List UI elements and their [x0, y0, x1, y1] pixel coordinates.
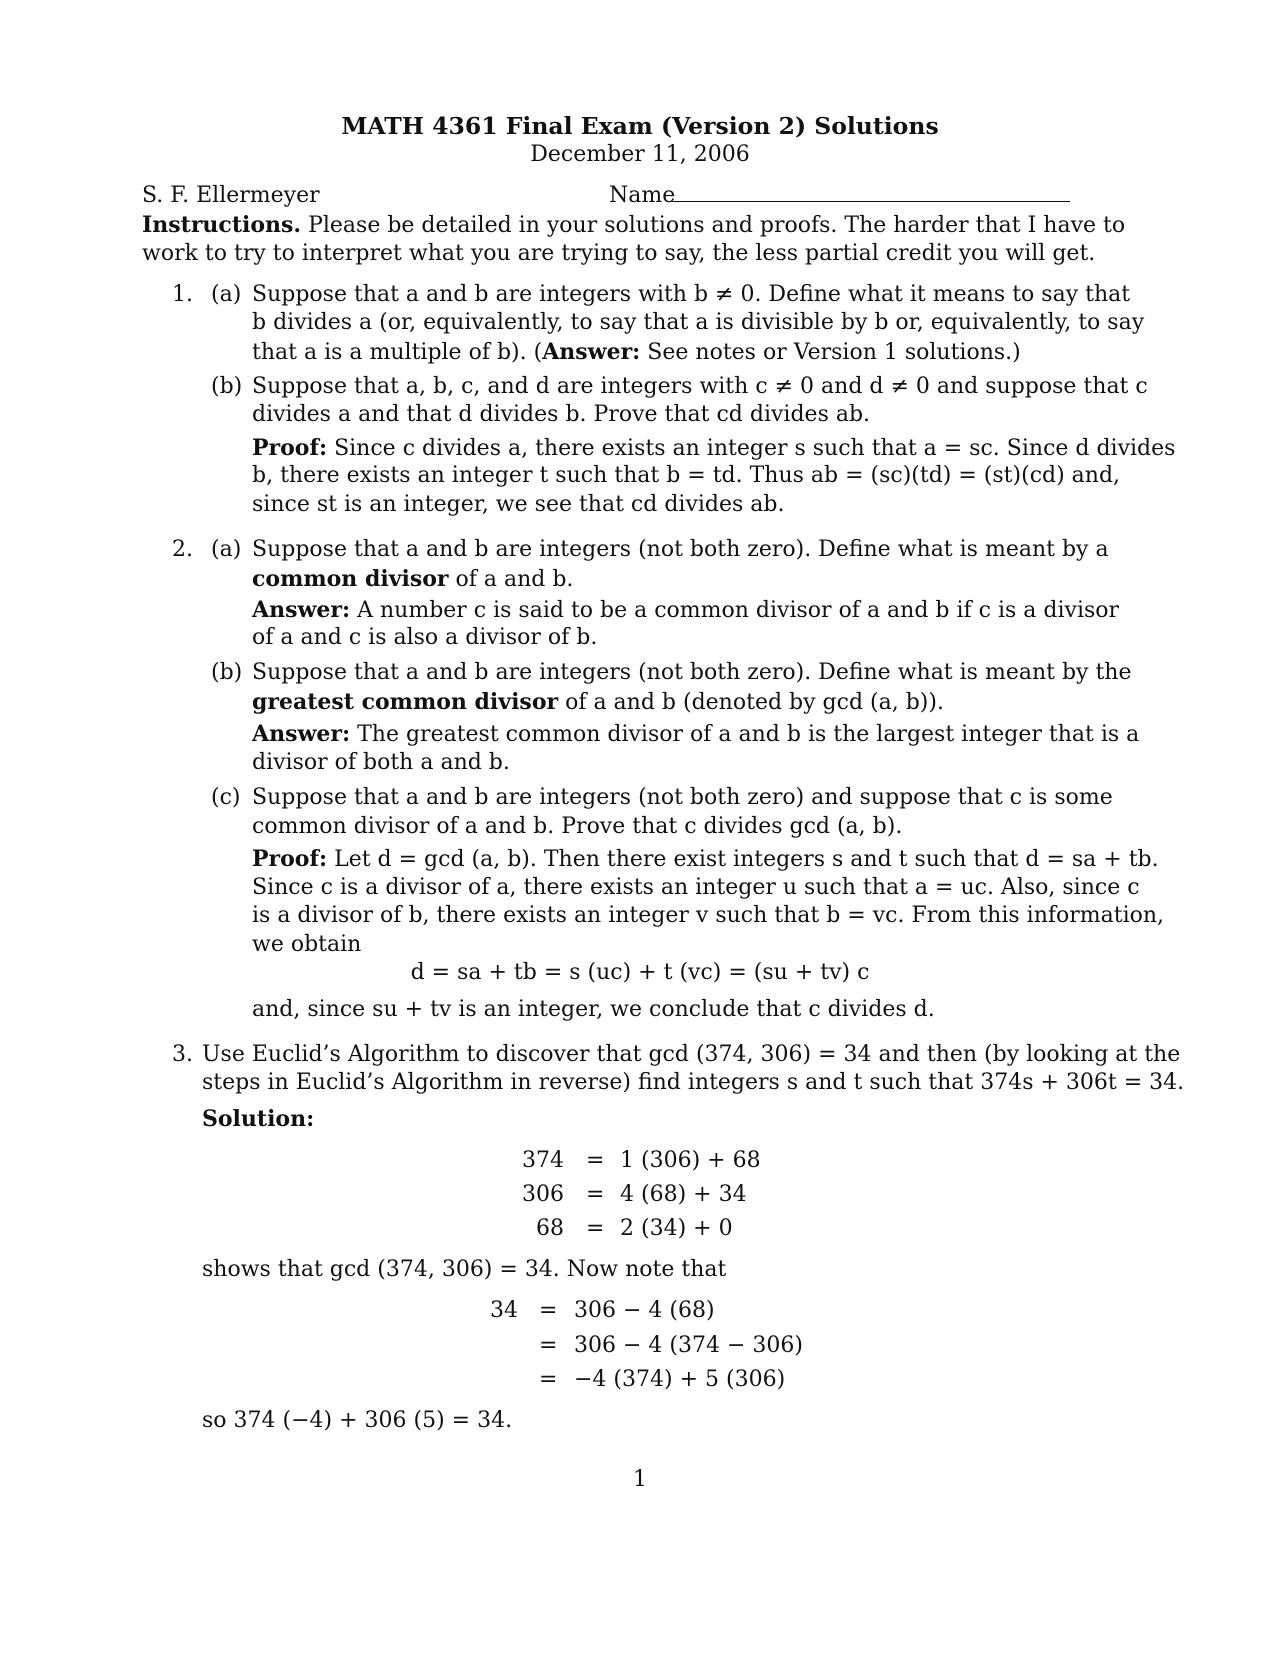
problem-2a-label: (a) [211, 537, 242, 562]
problem-2c-proof-label: Proof: [252, 846, 328, 872]
problem-3-line-2: steps in Euclid’s Algorithm in reverse) find integers s and t such that 374s + 306t = 34. [202, 1070, 1185, 1095]
problem-2b-answer-line-2: divisor of both a and b. [252, 750, 510, 775]
problem-2c-proof-line-4: we obtain [252, 932, 362, 957]
problem-2c-line-1: Suppose that a and b are integers (not both zero) and suppose that c is some [252, 785, 1113, 810]
problem-2a-line-1: Suppose that a and b are integers (not both zero). Define what is meant by a [252, 537, 1109, 562]
back-rel: = [539, 1367, 558, 1392]
page-number: 1 [633, 1467, 647, 1492]
problem-2a-answer-label: Answer: [252, 597, 351, 623]
back-rhs: 306 − 4 (374 − 306) [574, 1333, 803, 1358]
problem-3-number: 3. [172, 1042, 193, 1067]
problem-1b-proof-line-3: since st is an integer, we see that cd divides ab. [252, 492, 785, 517]
problem-2b-label: (b) [211, 660, 243, 685]
problem-1b-proof-text-1: Since c divides a, there exists an integer s such that a = sc. Since d divides [334, 436, 1176, 461]
euclid-rhs: 2 (34) + 0 [620, 1216, 733, 1241]
problem-1a-line-3 [252, 337, 1021, 368]
euclid-lhs: 306 [522, 1182, 564, 1207]
problem-1b-proof-label: Proof: [252, 435, 328, 461]
euclid-rhs: 1 (306) + 68 [620, 1148, 761, 1173]
problem-2c-proof-line-1 [252, 844, 1159, 875]
problem-2a-answer-line-2: of a and c is also a divisor of b. [252, 625, 598, 650]
problem-3-shows-line: shows that gcd (374, 306) = 34. Now note that [202, 1257, 727, 1282]
name-blank-line [671, 201, 1070, 202]
problem-2c-line-2: common divisor of a and b. Prove that c divides gcd (a, b). [252, 814, 903, 839]
euclid-rel: = [586, 1148, 605, 1173]
document-date: December 11, 2006 [530, 142, 750, 167]
problem-2b-answer-label: Answer: [252, 721, 351, 747]
problem-2b-answer-text-1: The greatest common divisor of a and b is the largest integer that is a [357, 722, 1140, 747]
problem-2b-line-2-rest: of a and b (denoted by gcd (a, b)). [558, 690, 944, 715]
back-rel: = [539, 1298, 558, 1323]
problem-1b-label: (b) [211, 374, 243, 399]
problem-3-solution-label: Solution: [202, 1106, 315, 1132]
problem-1a-label: (a) [211, 282, 242, 307]
problem-1a-line-3a: that a is a multiple of b). ( [252, 340, 543, 365]
document-title: MATH 4361 Final Exam (Version 2) Solutions [341, 112, 939, 140]
instructions-label: Instructions. [142, 212, 302, 238]
euclid-rhs: 4 (68) + 34 [620, 1182, 747, 1207]
euclid-rel: = [586, 1182, 605, 1207]
problem-1b-line-2: divides a and that d divides b. Prove that cd divides ab. [252, 402, 871, 427]
problem-1b-proof-line-2: b, there exists an integer t such that b = td. Thus ab = (sc)(td) = (st)(cd) and, [252, 463, 1121, 488]
problem-2a-answer-line-1 [252, 595, 1119, 626]
instructions-line-2: work to try to interpret what you are trying to say, the less partial credit you will get. [142, 241, 1096, 266]
problem-2c-conclusion: and, since su + tv is an integer, we conclude that c divides d. [252, 997, 935, 1022]
problem-1b-proof-line-1 [252, 433, 1175, 464]
problem-1a-line-2: b divides a (or, equivalently, to say that a is divisible by b or, equivalently, to say [252, 310, 1145, 335]
problem-2c-proof-text-1: Let d = gcd (a, b). Then there exist integers s and t such that d = sa + tb. [334, 847, 1159, 872]
problem-2c-proof-line-2: Since c is a divisor of a, there exists an integer u such that a = uc. Also, since c [252, 875, 1140, 900]
problem-2b-line-1: Suppose that a and b are integers (not both zero). Define what is meant by the [252, 660, 1132, 685]
euclid-lhs: 68 [536, 1216, 564, 1241]
problem-2-number: 2. [172, 537, 193, 562]
problem-2b-answer-line-1 [252, 719, 1139, 750]
problem-1a-line-1: Suppose that a and b are integers with b ≠ 0. Define what it means to say that [252, 282, 1131, 307]
back-rhs: 306 − 4 (68) [574, 1298, 715, 1323]
problem-1-number: 1. [172, 282, 193, 307]
instructions-line-1 [142, 210, 1125, 241]
problem-2a-line-2-rest: of a and b. [448, 567, 574, 592]
back-lhs: 34 [490, 1298, 518, 1323]
problem-3-conclusion: so 374 (−4) + 306 (5) = 34. [202, 1408, 513, 1433]
problem-2c-label: (c) [211, 785, 241, 810]
problem-2a-line-2 [252, 564, 573, 595]
back-rel: = [539, 1333, 558, 1358]
author: S. F. Ellermeyer [142, 183, 320, 208]
back-rhs: −4 (374) + 5 (306) [574, 1367, 786, 1392]
problem-1a-answer-label: Answer: [542, 339, 641, 365]
problem-1a-line-3b: See notes or Version 1 solutions.) [640, 340, 1021, 365]
problem-2a-answer-text-1: A number c is said to be a common divisor of a and b if c is a divisor [357, 598, 1120, 623]
euclid-lhs: 374 [522, 1148, 564, 1173]
problem-3-line-1: Use Euclid’s Algorithm to discover that gcd (374, 306) = 34 and then (by looking at the [202, 1042, 1181, 1067]
euclid-rel: = [586, 1216, 605, 1241]
problem-1b-line-1: Suppose that a, b, c, and d are integers with c ≠ 0 and d ≠ 0 and suppose that c [252, 374, 1148, 399]
problem-2c-display-equation: d = sa + tb = s (uc) + t (vc) = (su + tv) c [410, 960, 870, 985]
term-greatest-common-divisor: greatest common divisor [252, 689, 559, 715]
problem-2c-proof-line-3: is a divisor of b, there exists an integer v such that b = vc. From this information, [252, 903, 1165, 928]
name-label: Name [609, 183, 676, 208]
problem-2b-line-2 [252, 687, 944, 718]
term-common-divisor: common divisor [252, 566, 449, 592]
instructions-text-1: Please be detailed in your solutions and proofs. The harder that I have to [308, 213, 1126, 238]
